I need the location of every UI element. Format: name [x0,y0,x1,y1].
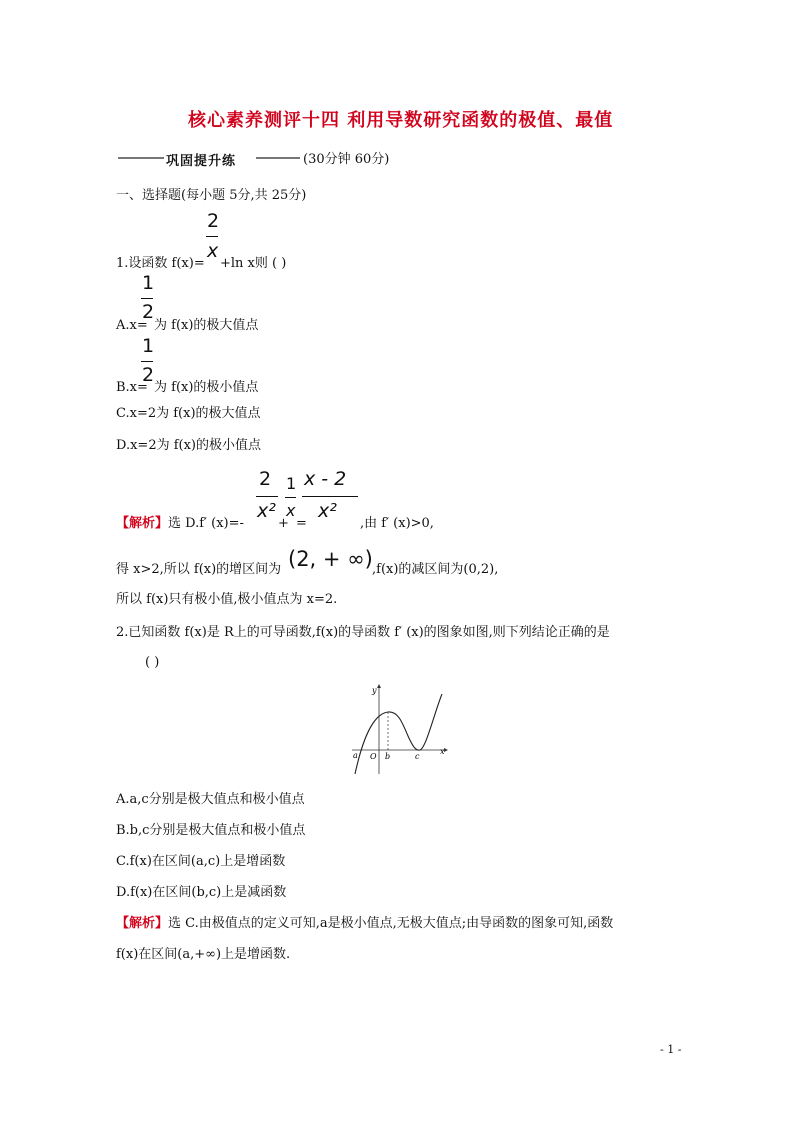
q1-f3-num: x - 2 [304,468,347,490]
q2-stem: 2.已知函数 f(x)是 R上的可导函数,f(x)的导函数 f′ (x)的图象如图,则下列结论正确的是 [116,625,610,640]
q1-option-a-post: 为 f(x)的极大值点 [154,318,259,333]
q2-option-d: D.f(x)在区间(b,c)上是减函数 [116,885,287,900]
section-label: 巩固提升练 [166,154,237,169]
derivative-curve [355,694,442,774]
q1-b-num: 1 [142,335,155,357]
q1-analysis-line2-post: ,f(x)的减区间为(0,2), [372,562,499,577]
q1-analysis-post: ,由 f′ (x)>0, [360,516,434,531]
q2-analysis-tag: 【解析】 [116,916,169,931]
x-axis-arrow [444,748,448,752]
page-title: 核心素养测评十四 利用导数研究函数的极值、最值 [188,110,614,131]
q1-b-frac-bar [141,361,153,362]
q1-option-a-pre: A.x= [116,318,148,333]
graph-label-x: x [440,747,445,756]
q2-option-a: A.a,c分别是极大值点和极小值点 [116,792,305,807]
q2-stem-paren: ( ) [145,655,160,670]
q1-f2-den: x [286,501,296,520]
q1-prefix: 1.设函数 f(x)= [116,256,205,271]
q1-frac-den: x [207,240,219,262]
q1-suffix: +ln x则 ( ) [220,256,287,271]
section-divider-left [118,157,164,159]
q1-option-b-pre: B.x= [116,380,148,395]
graph-label-y: y [372,686,377,695]
graph-label-b: b [385,752,391,761]
section-divider-right [256,157,300,159]
q1-f2-bar [285,497,296,498]
q1-f3-den: x² [318,500,337,522]
q1-analysis-pre: 选 D.f′ (x)=- [168,516,244,531]
q1-b-den: 2 [142,364,155,386]
q1-f1-num: 2 [259,468,272,490]
part-heading: 一、选择题(每小题 5分,共 25分) [116,188,307,203]
q1-f1-bar [256,496,278,497]
q1-analysis-line2-pre: 得 x>2,所以 f(x)的增区间为 [116,562,282,577]
q2-analysis-line1: 选 C.由极值点的定义可知,a是极小值点,无极大值点;由导函数的图象可知,函数 [168,916,614,931]
q1-frac-num: 2 [207,210,220,232]
q1-option-b-post: 为 f(x)的极小值点 [154,380,259,395]
q2-analysis-line2: f(x)在区间(a,+∞)上是增函数. [116,947,291,962]
section-meta: (30分钟 60分) [303,152,390,167]
q1-f3-bar [302,496,358,497]
q1-option-d: D.x=2为 f(x)的极小值点 [116,438,262,453]
q1-analysis-eq: = [296,516,307,531]
q2-option-b: B.b,c分别是极大值点和极小值点 [116,823,306,838]
q1-f2-num: 1 [286,474,297,493]
q1-frac-bar [206,236,218,237]
q1-option-c: C.x=2为 f(x)的极大值点 [116,406,261,421]
graph-label-a: a [353,751,358,760]
q1-a-num: 1 [142,272,155,294]
q1-a-den: 2 [142,301,155,323]
derivative-graph [350,684,450,776]
q1-f1-den: x² [257,500,276,522]
q1-a-frac-bar [141,298,153,299]
q2-option-c: C.f(x)在区间(a,c)上是增函数 [116,854,286,869]
q1-analysis-tag: 【解析】 [116,516,169,531]
graph-label-c: c [415,752,420,761]
q1-interval: (2, + ∞) [288,547,373,571]
page-number: - 1 - [660,1043,682,1056]
q1-analysis-line3: 所以 f(x)只有极小值,极小值点为 x=2. [116,592,338,607]
q1-analysis-plus: + [278,516,289,531]
y-axis-arrow [377,684,381,688]
graph-label-o: O [370,752,377,761]
